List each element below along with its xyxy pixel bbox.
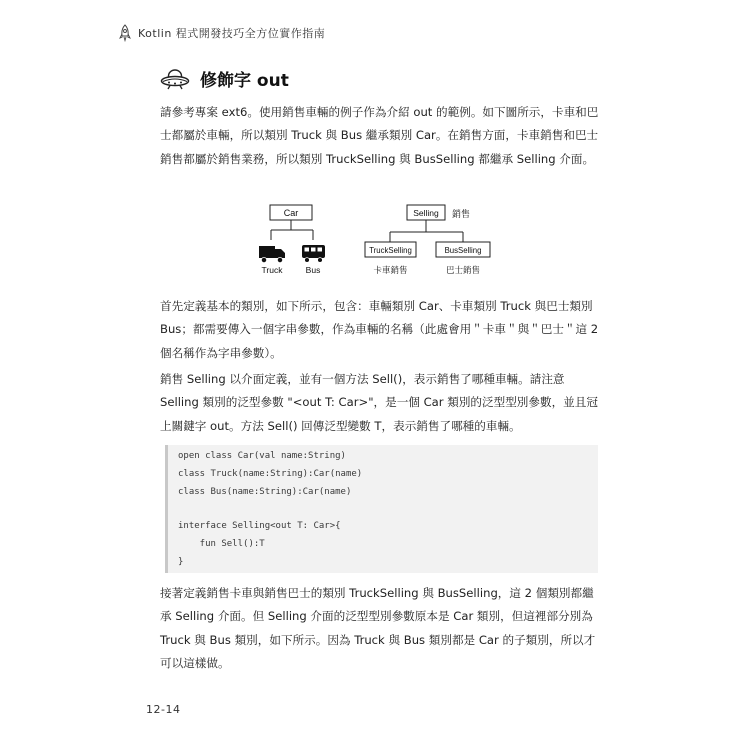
code-line: } [178, 557, 184, 567]
code-line: interface Selling<out T: Car>{ [178, 521, 341, 531]
running-header [118, 22, 325, 44]
section-title: 修飾字 out [200, 71, 289, 91]
paragraph-base-classes: 首先定義基本的類別，如下所示，包含：車輛類別 Car、卡車類別 Truck 與巴士類別 Bus；都需要傳入一個字串參數，作為車輛的名稱（此處會用＂卡車＂與＂巴士＂這 2 個名稱作為字串參數）。 [160, 299, 599, 360]
paragraph-intro: 請參考專案 ext6。使用銷售車輛的例子作為介紹 out 的範例。如下圖所示，卡車和巴士都屬於車輛，所以類別 Truck 與 Bus 繼承類別 Car。在銷售方面，卡車銷售和巴士銷售都屬於銷售業務，所以類別 TruckSelling 與 BusSelling 都繼承 Selling 介面。 [160, 105, 599, 166]
truck-icon [259, 246, 285, 263]
code-line: open class Car(val name:String) [178, 451, 346, 461]
bus-selling-caption: 巴士銷售 [445, 266, 481, 276]
truck-selling-caption: 卡車銷售 [373, 266, 408, 276]
paragraph-subclasses: 接著定義銷售卡車與銷售巴士的類別 TruckSelling 與 BusSelling，這 2 個類別都繼承 Selling 介面。但 Selling 介面的泛型型別參數原本是 Car 類別，但這裡部分別為 Truck 與 Bus 類別，如下所示。因為 Truck 與 Bus 類別都是 Car 的子類別，所以才可以這樣做。 [160, 586, 596, 671]
code-block [165, 445, 598, 573]
ufo-icon [160, 68, 190, 90]
book-title: Kotlin 程式開發技巧全方位實作指南 [138, 27, 326, 40]
section-heading [160, 66, 289, 91]
code-line: class Truck(name:String):Car(name) [178, 469, 363, 479]
car-box-label: Car [283, 208, 299, 218]
selling-caption: 銷售 [452, 210, 471, 220]
class-diagram [255, 200, 515, 282]
code-line: fun Sell():T [178, 539, 265, 549]
bus-label: Bus [305, 265, 321, 275]
truck-selling-box-label: TruckSelling [369, 246, 412, 255]
bus-icon [302, 245, 325, 262]
selling-box-label: Selling [413, 208, 439, 218]
bus-selling-box-label: BusSelling [444, 246, 482, 255]
code-line: class Bus(name:String):Car(name) [178, 487, 352, 497]
rocket-icon [118, 24, 132, 42]
page-number: 12-14 [146, 703, 181, 716]
truck-label: Truck [261, 265, 283, 275]
paragraph-selling-interface: 銷售 Selling 以介面定義，並有一個方法 Sell()，表示銷售了哪種車輛。請注意 Selling 類別的泛型參數 "<out T: Car>"，是一個 Car 類別的泛型型別參數，並且冠上關鍵字 out。方法 Sell() 回傳泛型變數 T，表示銷售了哪種的車輛。 [160, 372, 598, 433]
